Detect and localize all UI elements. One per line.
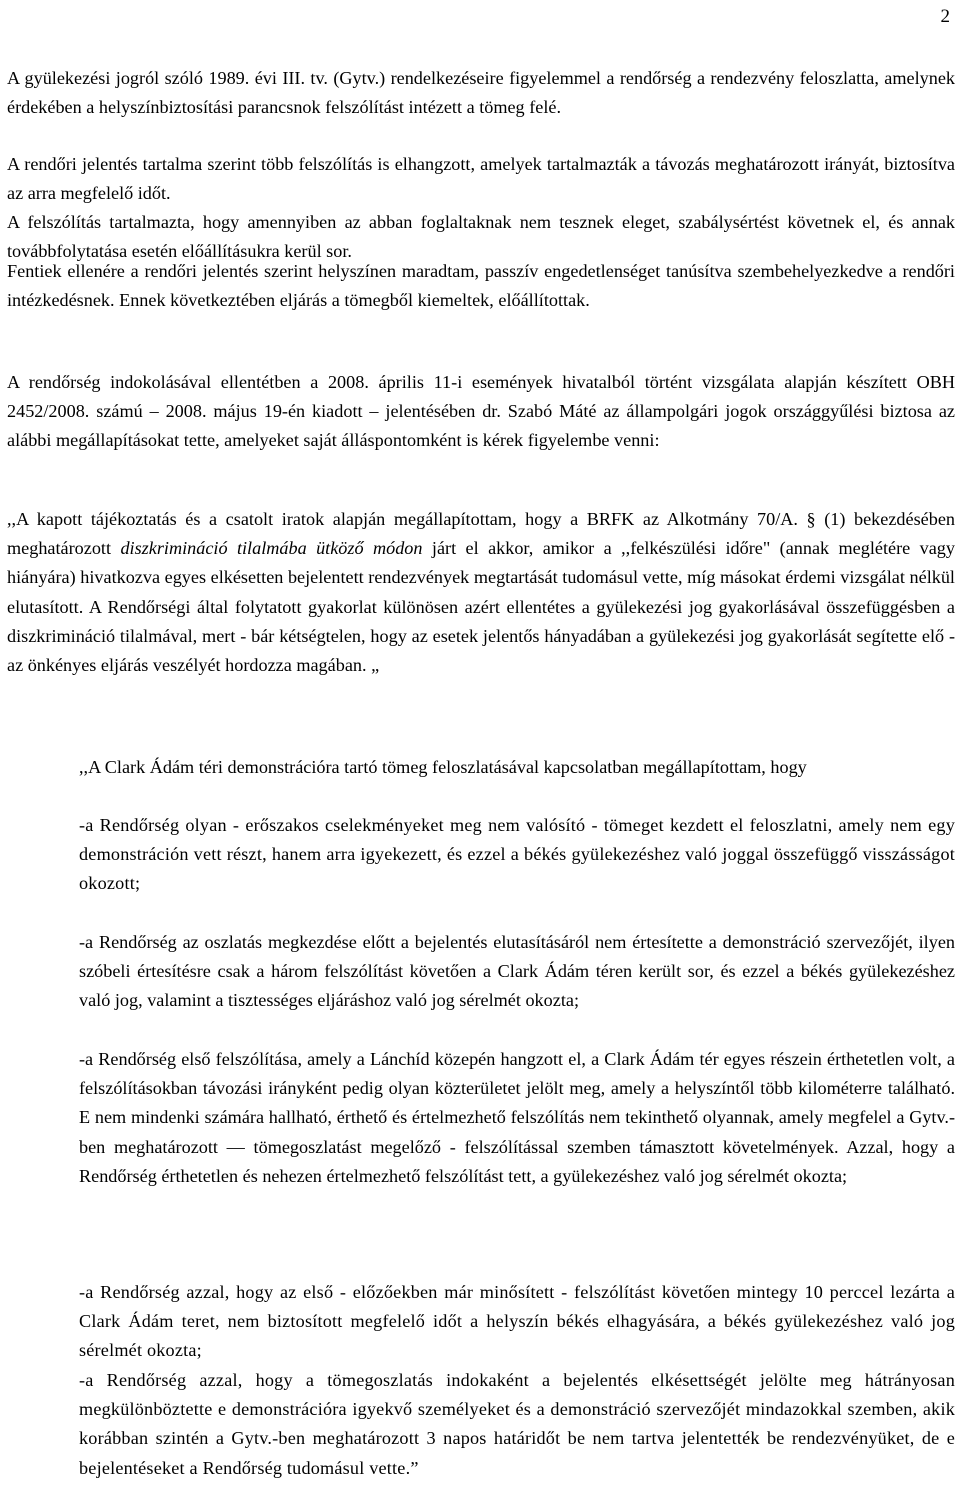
paragraph-summons-content: A felszólítás tartalmazta, hogy amennyiben az abban foglaltaknak nem tesznek eleget, szabálysértést követnek el, és annak továbbfolytatása esetén előállításukra kerül sor. xyxy=(7,212,955,262)
quote-discrimination-italic: diszkrimináció tilalmába ütköző módon xyxy=(120,538,423,559)
paragraph-gytv-intro: A gyülekezési jogról szóló 1989. évi III. tv. (Gytv.) rendelkezéseire figyelemmel a rendőrség a rendezvény feloszlatta, amelynek érdekében a helyszínbiztosítási parancsnok felszólítást intézett a tömeg felé. xyxy=(7,68,955,118)
finding-item-3: -a Rendőrség első felszólítása, amely a Lánchíd közepén hangzott el, a Clark Ádám tér egyes részein érthetetlen volt, a felszólításokban távozási irányként pedig olyan közterületet jelölt meg, amely a helyszíntől több kilométerre található. E nem mindenki számára hallható, érthető és értelmezhető felszólítás nem tekinthető olyannak, amely megfelel a Gytv.-ben meghatározott — tömegoszlatást megelőző - felszólítással szemben támasztott követelmények. Azzal, hogy a Rendőrség érthetetlen és nehezen értelmezhető felszólítást tett, a gyülekezéshez való jog sérelmét okozta; xyxy=(79,1049,955,1186)
finding-item-5: -a Rendőrség azzal, hogy a tömegoszlatás indokaként a bejelentés elkésettségét jelölte meg hátrányosan megkülönböztette e demonstrációra igyekvő személyeket és a demonstráció szervezőjét mindazokkal szemben, akik korábban szintén a Gytv.-ben meghatározott 3 napos határidőt be nem tartva jelentették be rendezvényüket, de e bejelentéseket a Rendőrség tudomásul vette.” xyxy=(79,1370,955,1478)
quote-discrimination-start: ,,A kapott tájékoztatás és a csatolt iratok alapján megállapítottam, hogy a BRFK az Alkotmány 70/A. § (1) bekezdésében meghatározott xyxy=(7,509,955,559)
page-number: 2 xyxy=(940,6,950,27)
paragraph-passive-disobedience: Fentiek ellenére a rendőri jelentés szerint helyszínen maradtam, passzív engedetlenséget tanúsítva szembehelyezkedve a rendőri intézkedésnek. Ennek következtében eljárás a tömegből kiemeltek, előállítottak. xyxy=(7,261,955,311)
quote-clark-adam: ,,A Clark Ádám téri demonstrációra tartó tömeg feloszlatásával kapcsolatban megállapítottam, hogy xyxy=(79,757,807,777)
quote-discrimination-end: járt el akkor, amikor a ,,felkészülési időre" (annak meglétére vagy hiányára) hivatkozva egyes elkésetten bejelentett rendezvények megtartását tudomásul vette, míg másokat érdemi vizsgálat nélkül elutasított. A Rendőrségi által folytatott gyakorlat különösen azért ellentétes a gyülekezési jog gyakorlásával összefüggésben a diszkrimináció tilalmával, mert - bár kétségtelen, hogy az esetek jelentős hányadában a gyülekezési jog gyakorlását segítette elő -az önkényes eljárás veszélyét hordozza magában. „ xyxy=(7,538,955,676)
finding-item-1: -a Rendőrség olyan - erőszakos cselekményeket meg nem valósító - tömeget kezdett el feloszlatni, amely nem egy demonstráción vett részt, hanem arra igyekezett, és ezzel a békés gyülekezéshez való joggal összefüggő visszásságot okozott; xyxy=(79,815,955,894)
finding-item-4: -a Rendőrség azzal, hogy az első - előzőekben már minősített - felszólítást követően mintegy 10 perccel lezárta a Clark Ádám teret, nem biztosított megfelelő időt a helyszín békés elhagyására, a békés gyülekezéshez való jog sérelmét okozta; xyxy=(79,1282,955,1361)
quote-discrimination xyxy=(7,505,955,680)
finding-item-2: -a Rendőrség az oszlatás megkezdése előtt a bejelentés elutasításáról nem értesítette a demonstráció szervezőjét, ilyen szóbeli értesítésre csak a három felszólítást követően a Clark Ádám téren került sor, és ezzel a békés gyülekezéshez való jog, valamint a tisztességes eljáráshoz való jog sérelmét okozta; xyxy=(79,932,955,1011)
paragraph-police-report: A rendőri jelentés tartalma szerint több felszólítás is elhangzott, amelyek tartalmazták a távozás meghatározott irányát, biztosítva az arra megfelelő időt. xyxy=(7,154,955,204)
paragraph-ombudsman-report: A rendőrség indokolásával ellentétben a 2008. április 11-i események hivatalból történt vizsgálata alapján készített OBH 2452/2008. számú – 2008. május 19-én kiadott – jelentésében dr. Szabó Máté az állampolgári jogok országgyűlési biztosa az alábbi megállapításokat tette, amelyeket saját álláspontomként is kérek figyelembe venni: xyxy=(7,372,955,451)
